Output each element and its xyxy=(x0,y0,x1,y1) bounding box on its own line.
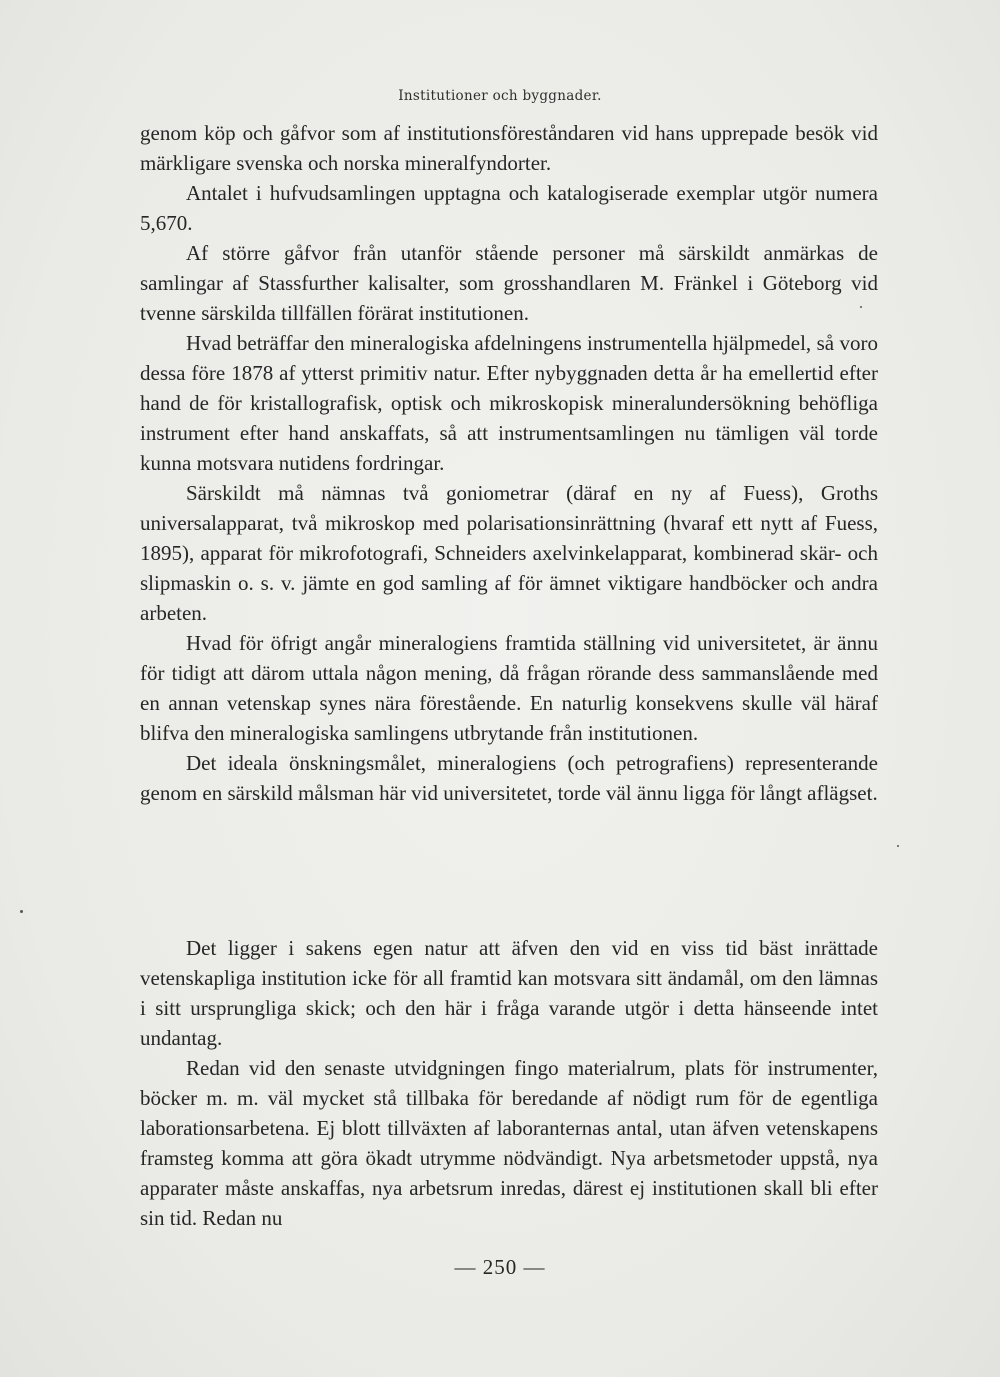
running-header: Institutioner och byggnader. xyxy=(398,88,602,104)
paragraph: Särskildt må nämnas två goniometrar (däraf en ny af Fuess), Groths universalapparat, två mikroskop med polarisationsinrättning (hvaraf ett nytt af Fuess, 1895), apparat för mikrofotografi, Schneiders axelvinkelapparat, kombinerad skär- och slipmaskin o. s. v. jämte en god samling af för ämnet viktigare handböcker och andra arbeten. xyxy=(140,481,878,625)
paragraph: Hvad beträffar den mineralogiska afdelningens instrumentella hjälpmedel, så voro dessa före 1878 af ytterst primitiv natur. Efter nybyggnaden detta år ha emellertid efter hand de för kristallografisk, optisk och mikroskopisk mineralundersökning behöfliga instrument efter hand anskaffats, så att instrumentsamlingen nu tämligen väl torde kunna motsvara nutidens fordringar. xyxy=(140,331,878,475)
paragraph: Redan vid den senaste utvidgningen fingo materialrum, plats för instrumenter, böcker m. m. väl mycket stå tillbaka för beredande af nödigt rum för de egentliga laborationsarbetena. Ej blott tillväxten af laboranternas antal, utan äfven vetenskapens framsteg komma att göra ökadt utrymme nödvändigt. Nya arbetsmetoder uppstå, nya apparater måste anskaffas, nya arbetsrum inredas, därest ej institutionen skall bli efter sin tid. Redan nu xyxy=(140,1056,878,1230)
paragraph: Det ligger i sakens egen natur att äfven den vid en viss tid bäst inrättade vetenskapliga institution icke för all framtid kan motsvara sitt ändamål, om den lämnas i sitt ursprungliga skick; och den här i fråga varande utgör i detta hänseende intet undantag. xyxy=(140,936,878,1050)
scan-speck xyxy=(20,910,23,913)
scan-speck xyxy=(860,306,862,308)
page-number: — 250 — xyxy=(454,1255,546,1279)
text-block-upper xyxy=(140,118,878,808)
paragraph-continuation: genom köp och gåfvor som af institutionsföreståndaren vid hans upprepade besök vid märkligare svenska och norska mineralfyndorter. xyxy=(140,121,878,175)
paragraph: Antalet i hufvudsamlingen upptagna och katalogiserade exemplar utgör numera 5,670. xyxy=(140,181,878,235)
paragraph: Af större gåfvor från utanför stående personer må särskildt anmärkas de samlingar af Stassfurther kalisalter, som grosshandlaren M. Fränkel i Göteborg vid tvenne särskilda tillfällen förärat institutionen. xyxy=(140,241,878,325)
paragraph: Det ideala önskningsmålet, mineralogiens (och petrografiens) representerande genom en särskild målsman här vid universitetet, torde väl ännu ligga för långt aflägset. xyxy=(140,751,878,805)
scan-speck xyxy=(897,845,899,847)
paragraph: Hvad för öfrigt angår mineralogiens framtida ställning vid universitetet, är ännu för tidigt att därom uttala någon mening, då frågan rörande dess sammanslående med en annan vetenskap synes nära förestående. En naturlig konsekvens skulle väl häraf blifva den mineralogiska samlingens utbrytande från institutionen. xyxy=(140,631,878,745)
text-block-lower xyxy=(140,933,878,1233)
